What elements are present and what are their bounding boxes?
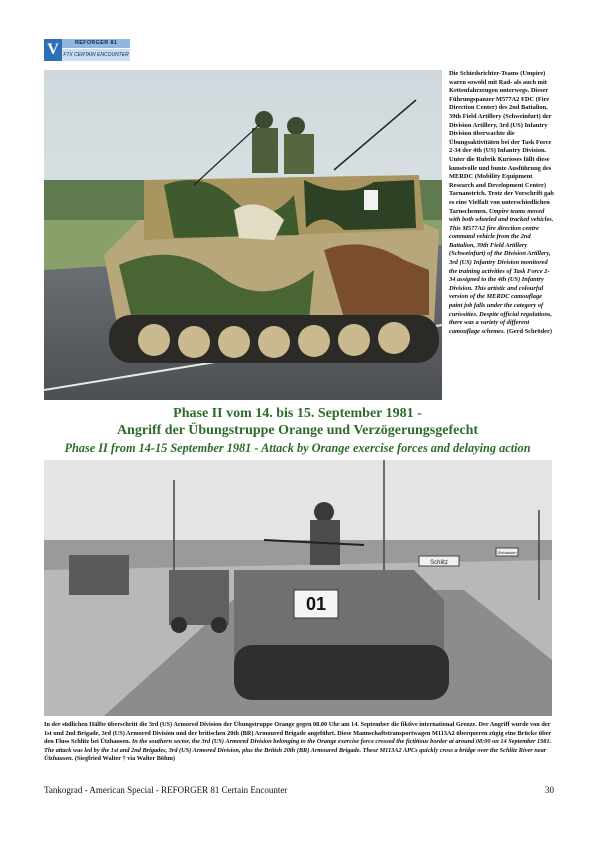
caption-bottom-english: In the southern sector, the 3rd (US) Armored Division belonging to the Orange exercise force crossed the fictitious border at around 08:00 on 14 September 1981. The attack was led by the 1st and 2nd Brigades, 3rd (US) Armored Division, plus the British 20th (BR) Armoured Brigade. These M113A2 APCs quickly cross a bridge over the Schlitz River near Ützhausen. [44, 738, 552, 762]
heading-line-3: Phase II from 14-15 September 1981 - Attack by Orange exercise forces and delaying action [64, 441, 531, 455]
footer-title: Tankograd - American Special - REFORGER 81 Certain Encounter [44, 785, 288, 795]
caption-top-credit: (Gerd Schröder) [506, 327, 552, 335]
sign-schlitz: Schlitz [430, 560, 448, 566]
page-number: 30 [545, 785, 554, 795]
logo-line-2: FTX CERTAIN ENCOUNTER [62, 49, 130, 61]
vehicle-number: 01 [305, 594, 327, 614]
photo-top-illustration [44, 70, 442, 400]
heading-line-2: Angriff der Übungstruppe Orange und Verzögerungsgefecht [116, 423, 479, 438]
photo-bottom-illustration [44, 460, 552, 716]
caption-bottom-german: In der südlichen Hälfte überschritt die 3rd (US) Armored Division der Übungstruppe Orange gegen 08.00 Uhr am 14. September die fiktive international Grenze. Der Angriff wurde von der 1st und 2nd Brigade, 3rd (US) Armored Division und der britischen 20th (BR) Armoured Brigade angeführt. Diese Mannschaftstransportwagen M113A2 überqueren zügig eine Brücke über den Fluss Schlitz bei Ützhausen. [44, 721, 552, 745]
section-heading [30, 405, 565, 456]
caption-bottom-credit: (Siegfried Walter † via Walter Böhm) [74, 755, 175, 762]
page-footer [44, 785, 554, 796]
sign-utzhausen: Ützhausen [497, 550, 517, 555]
reforger-logo [44, 39, 130, 61]
photo-m113a2-bridge-crossing [44, 460, 552, 716]
heading-line-1: Phase II vom 14. bis 15. September 1981 - [173, 406, 422, 421]
caption-top-photo [449, 70, 555, 336]
logo-line-1: REFORGER 81 [62, 39, 130, 48]
caption-top-english: Umpire teams moved with both wheeled and tracked vehicles. This M577A2 fire direction centre command vehicle from the 2nd Battalion, 39th Field Artillery (Schweinfurt) of the Division Artillery, 3rd (US) Infantry Division monitored the training activities of Task Force 2-34 assigned to the 4th (US) Infantry Division. This artistic and colourful version of the MERDC camouflage paint job falls under the category of curiosities. Despite official regulations, there was a variety of different camouflage schemes. [449, 207, 554, 335]
caption-bottom-photo [44, 721, 554, 764]
photo-m577a2-command-vehicle [44, 70, 442, 400]
caption-top-german: Die Schiedsrichter-Teams (Umpire) waren sowohl mit Rad- als auch mit Kettenfahrzeugen unterwegs. Dieser Führungspanzer M577A2 FDC (Fire Direction Center) des 2nd Battalion, 39th Field Artillery (Schweinfurt) der Division Artillery, 3rd (US) Infantry Division überwachte die Übungsaktivitäten bei der Task Force 2-34 der 4th (US) Infantry Division. Unter die Rubrik Kurioses fällt diese kunstvolle und bunte Ausführung des MERDC (Mobility Equipment Research and Development Center) Tarnanstrich. Trotz der Vorschrift gab es eine Vielfalt von unterschiedlichen Tarnschemen. [449, 70, 554, 215]
logo-letter: V [44, 39, 62, 61]
